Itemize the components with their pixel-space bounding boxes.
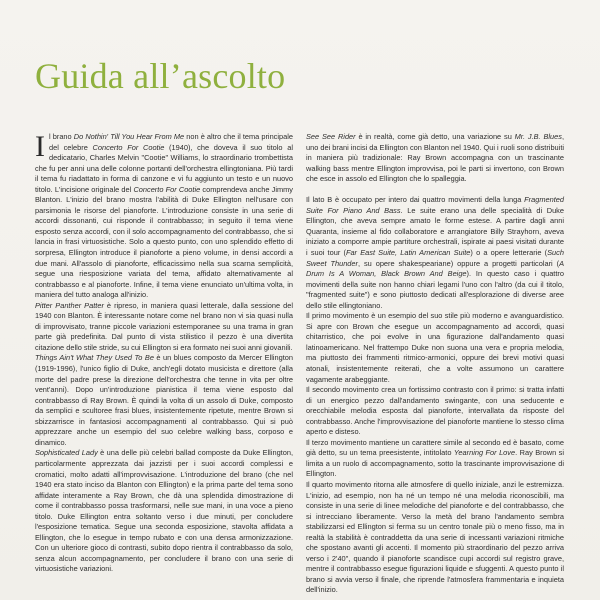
paragraph-things-aint: Things Ain't What They Used To Be è un blues composto da Mercer Ellington (1919-1996), l'unico figlio di Duke, anch'egli dotato musicista e direttore (alla morte del padre prese la direzione dell'orchestra che tenne in vita per oltre vent'anni). Dopo un'introduzione pianistica il tema viene esposto dal contrabbasso di Ray Brown. È quindi la volta di un assolo di Duke, composto da semplici e scultoree frasi blues, insistentemente ripetute, mentre Brown si sbizzarrisce in fantasiosi accompagnamenti al contrabbasso. Qui si può apprezzare anche un esempio del suo celebre walking bass, corposo e dinamico. xyxy=(35,353,293,447)
paragraph-do-nothin: Il brano Do Nothin' Till You Hear From Me non è altro che il tema principale del celebre Concerto For Cootie (1940), che doveva il suo titolo al dedicatario, Charles Melvin "Cootie" Williams, lo straordinario trombettista che fu per anni una delle colonne portanti dell'orchestra ellingtoniana. Più tardi il tema fu riadattato in forma di canzone e vi fu aggiunto un testo e un nuovo titolo. L'incisione originale del Concerto For Cootie comprendeva anche Jimmy Blanton. L'inizio del brano mostra l'abilità di Duke Ellington nell'usare con parsimonia le risorse del pianoforte. L'introduzione consiste in una serie di accordi dissonanti, cui risponde il contrabbasso; in seguito il tema viene esposto senza accordi, con il solo accompagnamento del contrabbasso, che si lancia in frasi virtuosistiche. Solo a questo punto, con uno splendido effetto di sorpresa, Ellington introduce il pianoforte a pieno volume, in densi accordi a due mani. All'assolo di pianoforte, efficacissimo nella sua scarna semplicità, segue una riesposizione variata del tema, affidato alternativamente al contrabbasso e al pianoforte. Infine, il tema viene enunciato un'ultima volta, in maniera del tutto analoga all'inizio. xyxy=(35,130,293,300)
right-column xyxy=(306,132,564,596)
paragraph-pitter-panther-patter: Pitter Panther Patter è ripreso, in maniera quasi letterale, dalla sessione del 1940 con Blanton. È interessante notare come nel brano non vi sia quasi nulla di improvvisato, tranne piccole variazioni estemporanee su una trama in gran parte già predefinita. Dal punto di vista stilistico il pezzo è una divertita citazione dello stile stride, su cui Ellington si era formato nei suoi anni giovanili. xyxy=(35,300,293,352)
paragraph-see-see-rider: See See Rider è in realtà, come già detto, una variazione su Mr. J.B. Blues, uno dei brani incisi da Ellington con Blanton nel 1940. Qui i ruoli sono distribuiti in maniera più tradizionale: Ray Brown accompagna con un trascinante walking bass mentre Ellington improvvisa, poi le parti si invertono, con Brown che esce in assolo ed Ellington che lo spalleggia. xyxy=(306,132,565,184)
paragraph-third-movement: Il terzo movimento mantiene un carattere simile al secondo ed è basato, come già detto, su un tema preesistente, intitolato Yearning For Love. Ray Brown si limita a un ruolo di accompagnamento, sotto la trascinante improvvisazione di Ellington. xyxy=(306,437,564,479)
page-title: Guida all’ascolto xyxy=(35,56,286,96)
paragraph-first-movement: Il primo movimento è un esempio del suo stile più moderno e avanguardistico. Si apre con Brown che esegue un accompagnamento ad accordi, quasi chitarristico, che poi evolve in una figurazione dall'andamento quasi latinoamericano. Nel frattempo Duke non suona una vera e propria melodia, ma piuttosto dei frammenti ritmico-armonici, oppure dei brevi motivi quasi atonali, insistentemente reiterati, che a volte assumono un carattere vagamente arabeggiante. xyxy=(306,311,564,384)
left-column xyxy=(35,132,293,575)
paragraph-fourth-movement: Il quarto movimento ritorna alle atmosfere di quello iniziale, anzi le estremizza. L'inizio, ad esempio, non ha né un tempo né una melodia riconoscibili, ma consiste in una serie di linee melodiche del pianoforte e del contrabbasso, che si intrecciano liberamente. Verso la metà del brano l'andamento sembra stabilizzarsi ed Ellington si ferma su un centro tonale più o meno fisso, ma in realtà la stabilità è contraddetta da una serie di incessanti variazioni ritmiche che spostano avanti gli accenti. Il momento più straordinario del pezzo arriva verso i 2'40", quando il pianoforte scandisce cupi accordi sul registro grave, mentre il contrabbasso esegue figurazioni liquide e sfuggenti. A questo punto il brano si avvia verso il finale, che riprende l'atmosfera frammentaria e inquieta dell'inizio. xyxy=(306,480,564,595)
drop-cap: I xyxy=(35,130,45,163)
paragraph-second-movement: Il secondo movimento crea un fortissimo contrasto con il primo: si tratta infatti di un energico pezzo dall'andamento swingante, con una seducente e orecchiabile melodia esposta dal pianoforte, intervallata da risposte del contrabbasso. Anche l'improvvisazione del pianoforte mantiene lo stesso clima aperto e disteso. xyxy=(306,385,564,437)
paragraph-fragmented-suite: Il lato B è occupato per intero dai quattro movimenti della lunga Fragmented Suite For Piano And Bass. Le suite erano una delle specialità di Duke Ellington, che aveva sempre amato le forme estese. A partire dagli anni Quaranta, insieme al fido collaboratore e arrangiatore Billy Strayhorn, aveva iniziato a comporre ampie partiture orchestrali, ispirate ai paesi visitati durante i suoi tour (Far East Suite, Latin American Suite) o a opere letterarie (Such Sweet Thunder, su opere shakespeariane) oppure a progetti particolari (A Drum Is A Woman, Black Brown And Beige). In questo caso i quattro movimenti della suite non hanno chiari legami l'uno con l'altro (da cui il titolo, "fragmented suite") e sono piuttosto dedicati all'esplorazione di diverse aree dello stile ellingtoniano. xyxy=(306,195,565,310)
paragraph-sophisticated-lady: Sophisticated Lady è una delle più celebri ballad composte da Duke Ellington, particolarmente apprezzata dai jazzisti per i suoi accordi complessi e cromatici, molto adatti all'improvvisazione. L'introduzione del brano (che nel 1940 era stato inciso da Blanton con Ellington) e la prima parte del tema sono affidate interamente a Ray Brown, che dà una splendida dimostrazione di come il contrabbasso possa trasformarsi, nelle sue mani, in una voce a pieno titolo. Duke Ellington entra soltanto verso i due minuti, per concludere l'esposizione tematica. Segue una seconda esposizione, stavolta affidata a Ellington, che lo esegue in tempo rubato e con una densa armonizzazione. Con un ulteriore gioco di contrasti, subito dopo rientra il contrabbasso da solo, senza alcun accompagnamento, per concludere il brano con una serie di virtuosistiche variazioni. xyxy=(35,448,294,574)
